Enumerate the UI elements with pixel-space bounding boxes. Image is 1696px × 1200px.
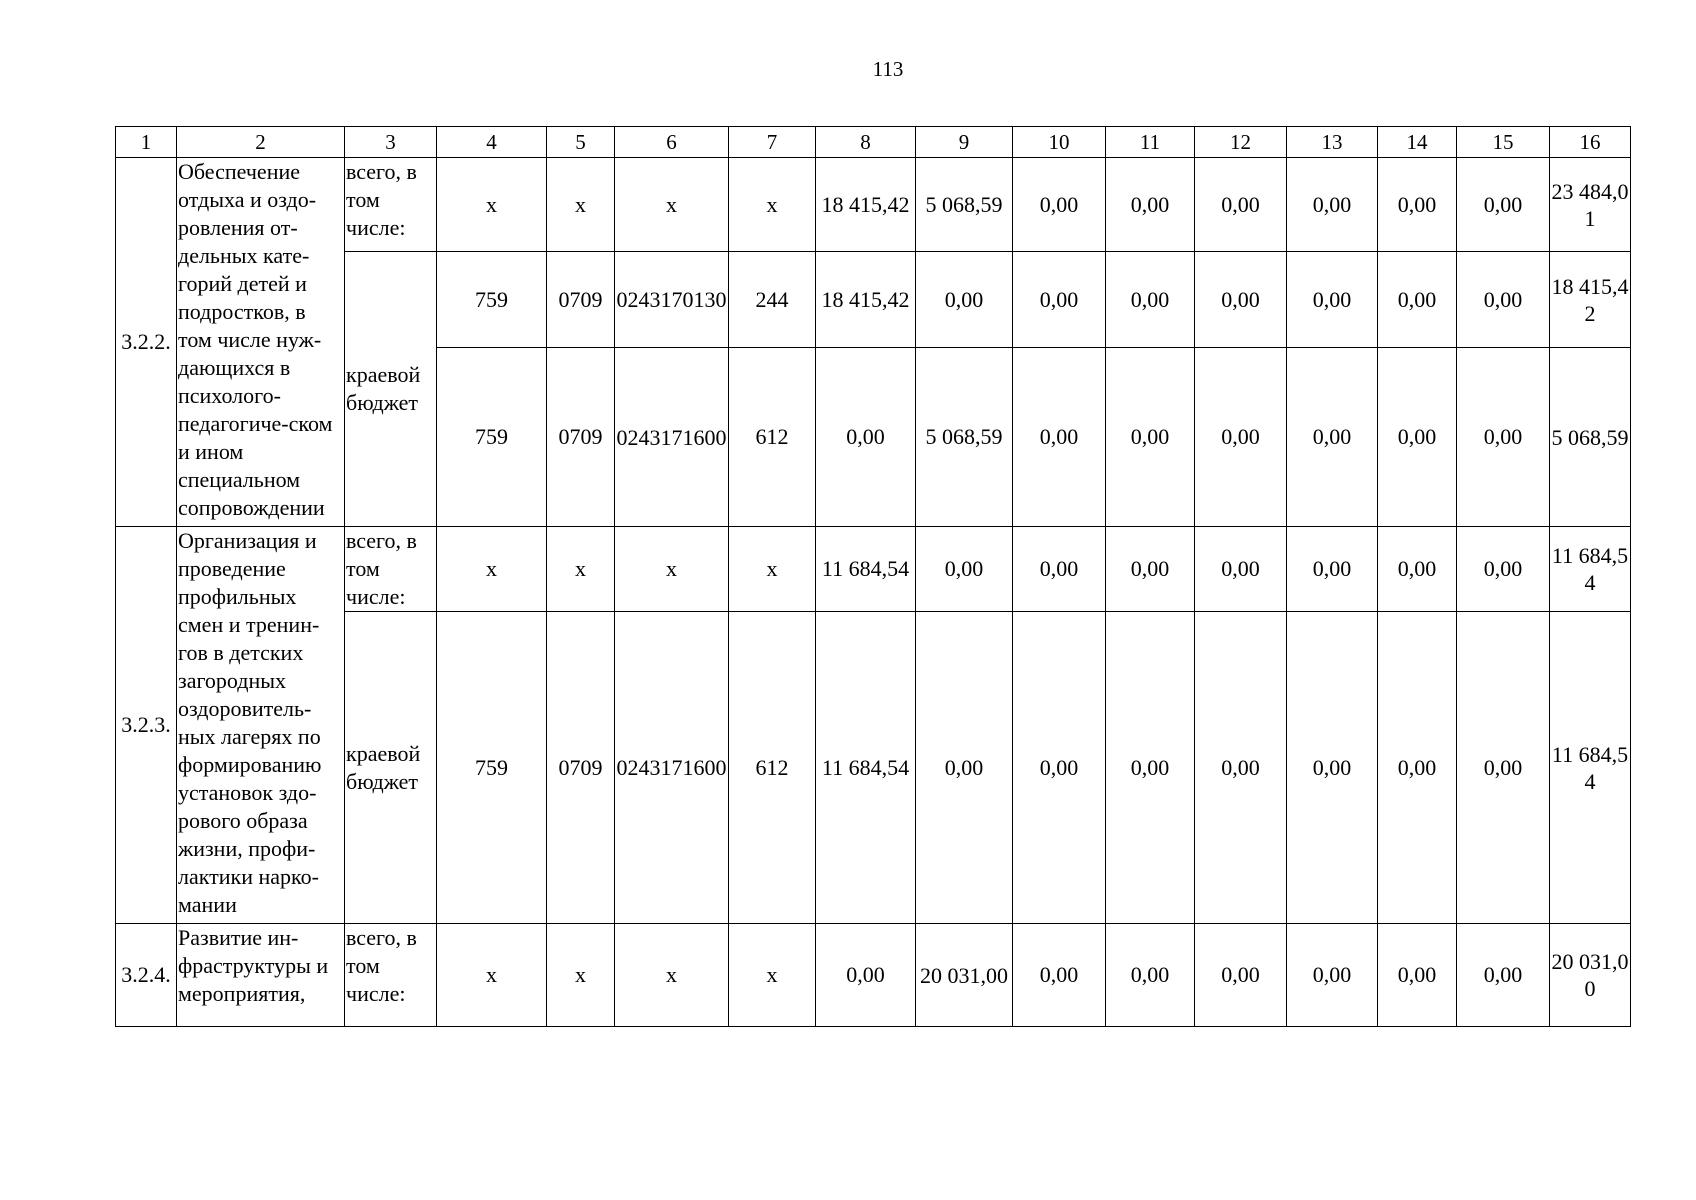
table-cell: 0709 <box>547 252 615 348</box>
header-cell: 14 <box>1378 127 1457 158</box>
table-cell: 0,00 <box>1013 527 1106 612</box>
table-cell: х <box>615 527 729 612</box>
item-name: Обеспечение отдыха и оздо-ровления от-дельных кате-горий детей и подростков, в том числе нуж-дающихся в психолого-педагогиче-ском и ином специальном сопровождении <box>177 158 345 527</box>
table-cell: 244 <box>729 252 816 348</box>
header-cell: 11 <box>1106 127 1195 158</box>
table-cell: 759 <box>437 612 547 924</box>
table-row <box>116 158 1631 252</box>
table-cell: 0,00 <box>1013 158 1106 252</box>
table-cell: 0709 <box>547 612 615 924</box>
budget-table <box>115 126 1631 1027</box>
table-cell: 0,00 <box>916 527 1013 612</box>
table-cell: 0,00 <box>1457 924 1550 1027</box>
table-cell: 0,00 <box>916 252 1013 348</box>
item-name: Развитие ин-фраструктуры и мероприятия, <box>177 924 345 1027</box>
header-cell: 1 <box>116 127 177 158</box>
header-cell: 7 <box>729 127 816 158</box>
table-cell: 0,00 <box>1106 527 1195 612</box>
table-cell: х <box>615 158 729 252</box>
table-cell: 0,00 <box>1378 158 1457 252</box>
table-cell: 18 415,42 <box>1550 252 1631 348</box>
header-cell: 15 <box>1457 127 1550 158</box>
table-cell: 0,00 <box>1457 348 1550 527</box>
table-cell: 0,00 <box>816 348 916 527</box>
table-cell: 11 684,54 <box>1550 527 1631 612</box>
header-cell: 16 <box>1550 127 1631 158</box>
header-cell: 10 <box>1013 127 1106 158</box>
table-cell: х <box>547 527 615 612</box>
funding-source: всего, в том числе: <box>345 924 437 1027</box>
table-cell: х <box>729 158 816 252</box>
table-cell: 759 <box>437 348 547 527</box>
table-cell: 0,00 <box>1287 924 1378 1027</box>
table-cell: 11 684,54 <box>816 612 916 924</box>
page-number: 113 <box>872 57 904 81</box>
table-cell: 0,00 <box>1378 612 1457 924</box>
table-cell: 0243170130 <box>615 252 729 348</box>
funding-source: всего, в том числе: <box>345 158 437 252</box>
table-cell: 5 068,59 <box>1550 348 1631 527</box>
table-cell: х <box>547 158 615 252</box>
funding-source: краевой бюджет <box>345 252 437 527</box>
header-cell: 3 <box>345 127 437 158</box>
table-cell: 0,00 <box>1106 348 1195 527</box>
table-cell: 0,00 <box>1378 348 1457 527</box>
table-cell: 0,00 <box>1287 612 1378 924</box>
table-cell: х <box>615 924 729 1027</box>
table-cell: х <box>729 924 816 1027</box>
table-cell: 23 484,01 <box>1550 158 1631 252</box>
funding-source: краевой бюджет <box>345 612 437 924</box>
table-cell: 20 031,00 <box>916 924 1013 1027</box>
table-cell: 0,00 <box>1013 924 1106 1027</box>
header-cell: 2 <box>177 127 345 158</box>
table-cell: 0243171600 <box>615 612 729 924</box>
table-cell: 20 031,00 <box>1550 924 1631 1027</box>
table-cell: 0,00 <box>1378 527 1457 612</box>
table-cell: 11 684,54 <box>1550 612 1631 924</box>
funding-source: всего, в том числе: <box>345 527 437 612</box>
table-cell: 18 415,42 <box>816 252 916 348</box>
table-row <box>116 924 1631 1027</box>
table-cell: 0,00 <box>916 612 1013 924</box>
table-cell: 0,00 <box>1457 527 1550 612</box>
table-cell: х <box>547 924 615 1027</box>
table-cell: 0,00 <box>1287 252 1378 348</box>
table-cell: 0,00 <box>1195 252 1287 348</box>
header-cell: 12 <box>1195 127 1287 158</box>
table-cell: 612 <box>729 348 816 527</box>
table-cell: 0,00 <box>1106 252 1195 348</box>
header-cell: 13 <box>1287 127 1378 158</box>
table-cell: 0,00 <box>1378 924 1457 1027</box>
table-cell: х <box>729 527 816 612</box>
table-cell: 0709 <box>547 348 615 527</box>
table-cell: 0,00 <box>1195 612 1287 924</box>
header-cell: 9 <box>916 127 1013 158</box>
item-number: 3.2.2. <box>116 158 177 527</box>
table-cell: х <box>437 924 547 1027</box>
table-cell: 0,00 <box>1195 527 1287 612</box>
table-cell: 0,00 <box>1457 252 1550 348</box>
table-cell: 0,00 <box>1013 612 1106 924</box>
header-cell: 6 <box>615 127 729 158</box>
header-row <box>116 127 1631 158</box>
table-cell: 11 684,54 <box>816 527 916 612</box>
table-cell: 612 <box>729 612 816 924</box>
table-cell: 5 068,59 <box>916 158 1013 252</box>
table-cell: 0,00 <box>1106 612 1195 924</box>
table-cell: 759 <box>437 252 547 348</box>
table-cell: 0,00 <box>816 924 916 1027</box>
table-cell: 0,00 <box>1378 252 1457 348</box>
table-cell: 18 415,42 <box>816 158 916 252</box>
table-cell: х <box>437 158 547 252</box>
table-cell: 0,00 <box>1195 158 1287 252</box>
table-cell: 0,00 <box>1195 348 1287 527</box>
table-cell: 5 068,59 <box>916 348 1013 527</box>
table-cell: 0,00 <box>1106 158 1195 252</box>
table-cell: 0,00 <box>1013 252 1106 348</box>
table-cell: 0243171600 <box>615 348 729 527</box>
item-name: Организация и проведение профильных смен и тренин-гов в детских загородных оздоровитель-ных лагерях по формированию установок здо-рового образа жизни, профи-лактики нарко-мании <box>177 527 345 924</box>
table-cell: 0,00 <box>1287 348 1378 527</box>
table-cell: 0,00 <box>1457 612 1550 924</box>
table-cell: х <box>437 527 547 612</box>
item-number: 3.2.4. <box>116 924 177 1027</box>
table-cell: 0,00 <box>1287 158 1378 252</box>
table-cell: 0,00 <box>1013 348 1106 527</box>
table-cell: 0,00 <box>1457 158 1550 252</box>
header-cell: 4 <box>437 127 547 158</box>
table-cell: 0,00 <box>1287 527 1378 612</box>
header-cell: 5 <box>547 127 615 158</box>
header-cell: 8 <box>816 127 916 158</box>
table-row <box>116 527 1631 612</box>
item-number: 3.2.3. <box>116 527 177 924</box>
table-cell: 0,00 <box>1195 924 1287 1027</box>
table-cell: 0,00 <box>1106 924 1195 1027</box>
